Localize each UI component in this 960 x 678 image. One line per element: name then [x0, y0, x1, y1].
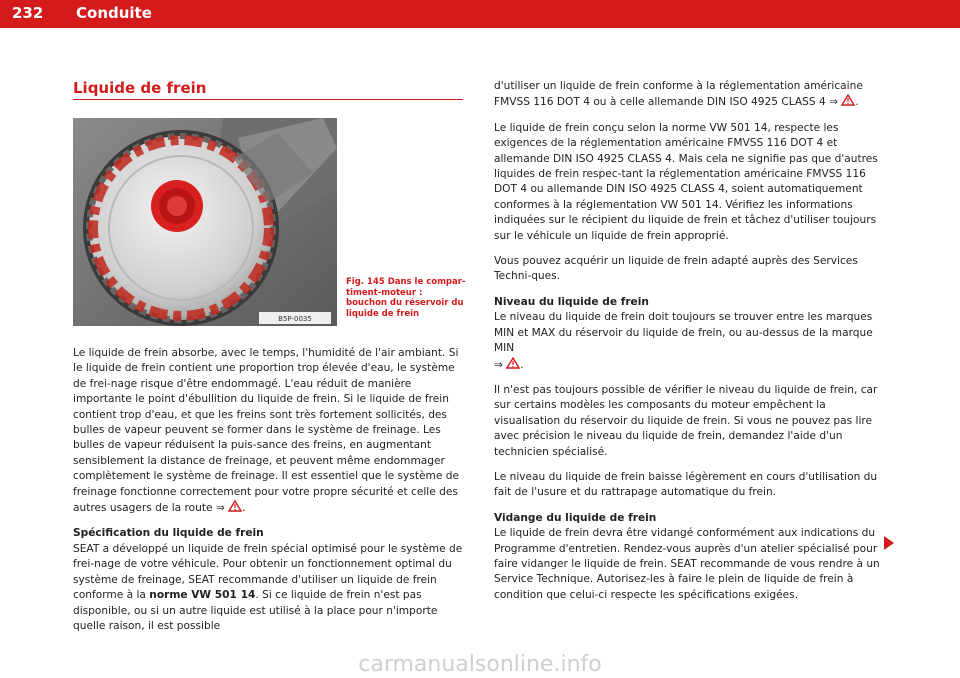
- visibility-paragraph: Il n'est pas toujours possible de vérifier le niveau du liquide de frein, car sur certains modèles les composants du moteur empêchent la visualisation du réservoir du liquide de frein. Si vous ne pouvez pas lire avec précision le niveau du liquide de frein, demandez l'aide d'un technicien spécialisé.: [494, 383, 878, 458]
- services-paragraph: Vous pouvez acquérir un liquide de frein adapté auprès des Services Techni-ques.: [494, 255, 858, 283]
- conformity-paragraph: Le liquide de frein conçu selon la norme VW 501 14, respecte les exigences de la réglementation américaine FMVSS 116 DOT 4 et allemande DIN ISO 4925 CLASS 4. Mais cela ne signifie pas que d'autres liquides de frein respec-tant la réglementation américaine FMVSS 116 DOT 4 ou allemande DIN ISO 4925 CLASS 4, soient automatiquement conformes à la réglementation VW 501 14. Vérifiez les informations indiquées sur le récipient du liquide de frein et tâchez d'utiliser toujours sur le véhicule un liquide de frein approprié.: [494, 121, 878, 242]
- figure-caption: Fig. 145 Dans le compar-timent-moteur : bouchon du réservoir du liquide de frein: [346, 277, 466, 319]
- warning-icon: [228, 500, 242, 512]
- page-number: 232: [12, 4, 44, 22]
- level-paragraph: Le niveau du liquide de frein doit toujours se trouver entre les marques MIN et MAX du réservoir du liquide de frein, ou au-dessus de la marque MIN ⇒ .: [494, 311, 873, 371]
- title-divider: [73, 99, 463, 100]
- watermark: carmanualsonline.info: [358, 652, 602, 677]
- standards-paragraph: d'utiliser un liquide de frein conforme à la réglementation américaine FMVSS 116 DOT 4 ou à celle allemande DIN ISO 4925 CLASS 4 ⇒ .: [494, 80, 863, 109]
- spec-heading: Spécification du liquide de frein: [73, 527, 264, 540]
- section-title: Liquide de frein: [73, 79, 207, 97]
- warning-icon: [841, 94, 855, 106]
- warning-icon: [506, 357, 520, 369]
- left-column: [73, 346, 467, 644]
- spec-paragraph: SEAT a développé un liquide de frein spécial optimisé pour le système de frei-nage de votre véhicule. Pour obtenir un fonctionnement optimal du système de freinage, SEAT recommande d'utiliser un liquide de frein conforme à la norme VW 501 14. Si ce liquide de frein n'est pas disponible, ou si un autre liquide est utilisé à la place pour n'importe quelle raison, il est possible: [73, 542, 463, 632]
- continue-arrow-icon: [884, 536, 894, 550]
- drain-heading: Vidange du liquide de frein: [494, 511, 657, 524]
- intro-paragraph: Le liquide de frein absorbe, avec le temps, l'humidité de l'air ambiant. Si le liquide de frein contient une proportion trop élevée d'eau, le système de frei-nage risque d'être endommagé. L'eau réduit de manière importante le point d'ébullition du liquide de frein. Si le liquide de frein contient trop d'eau, et que les freins sont très fortement sollicités, des bulles de vapeur peuvent se former dans le système de freinage. Les bulles de vapeur réduisent la puis-sance des freins, en augmentant sensiblement la distance de freinage, et peuvent même endommager complètement le système de freinage. Il est essentiel que le système de freinage fonctionne correctement pour votre propre sécurité et celle des autres usagers de la route ⇒ .: [73, 347, 459, 515]
- right-column: [494, 79, 886, 613]
- chapter-title: Conduite: [76, 4, 152, 22]
- brake-fluid-cap-figure: [73, 118, 337, 326]
- reservoir-cap-illustration: [73, 118, 337, 326]
- drain-paragraph: Le liquide de frein devra être vidangé conformément aux indications du Programme d'entretien. Rendez-vous auprès d'un atelier spécialisé pour faire vidanger le liquide de frein. SEAT recommande de vous rendre à un Service Technique. Autorisez-les à faire le plein de liquide de frein à condition que celui-ci respecte les spécifications exigées.: [494, 527, 880, 601]
- page-header: [0, 0, 960, 28]
- norm-reference: norme VW 501 14: [149, 589, 256, 602]
- level-heading: Niveau du liquide de frein: [494, 295, 649, 308]
- wear-paragraph: Le niveau du liquide de frein baisse légèrement en cours d'utilisation du fait de l'usure et du rattrapage automatique du frein.: [494, 470, 878, 499]
- figure-code: B5P-0035: [278, 315, 312, 323]
